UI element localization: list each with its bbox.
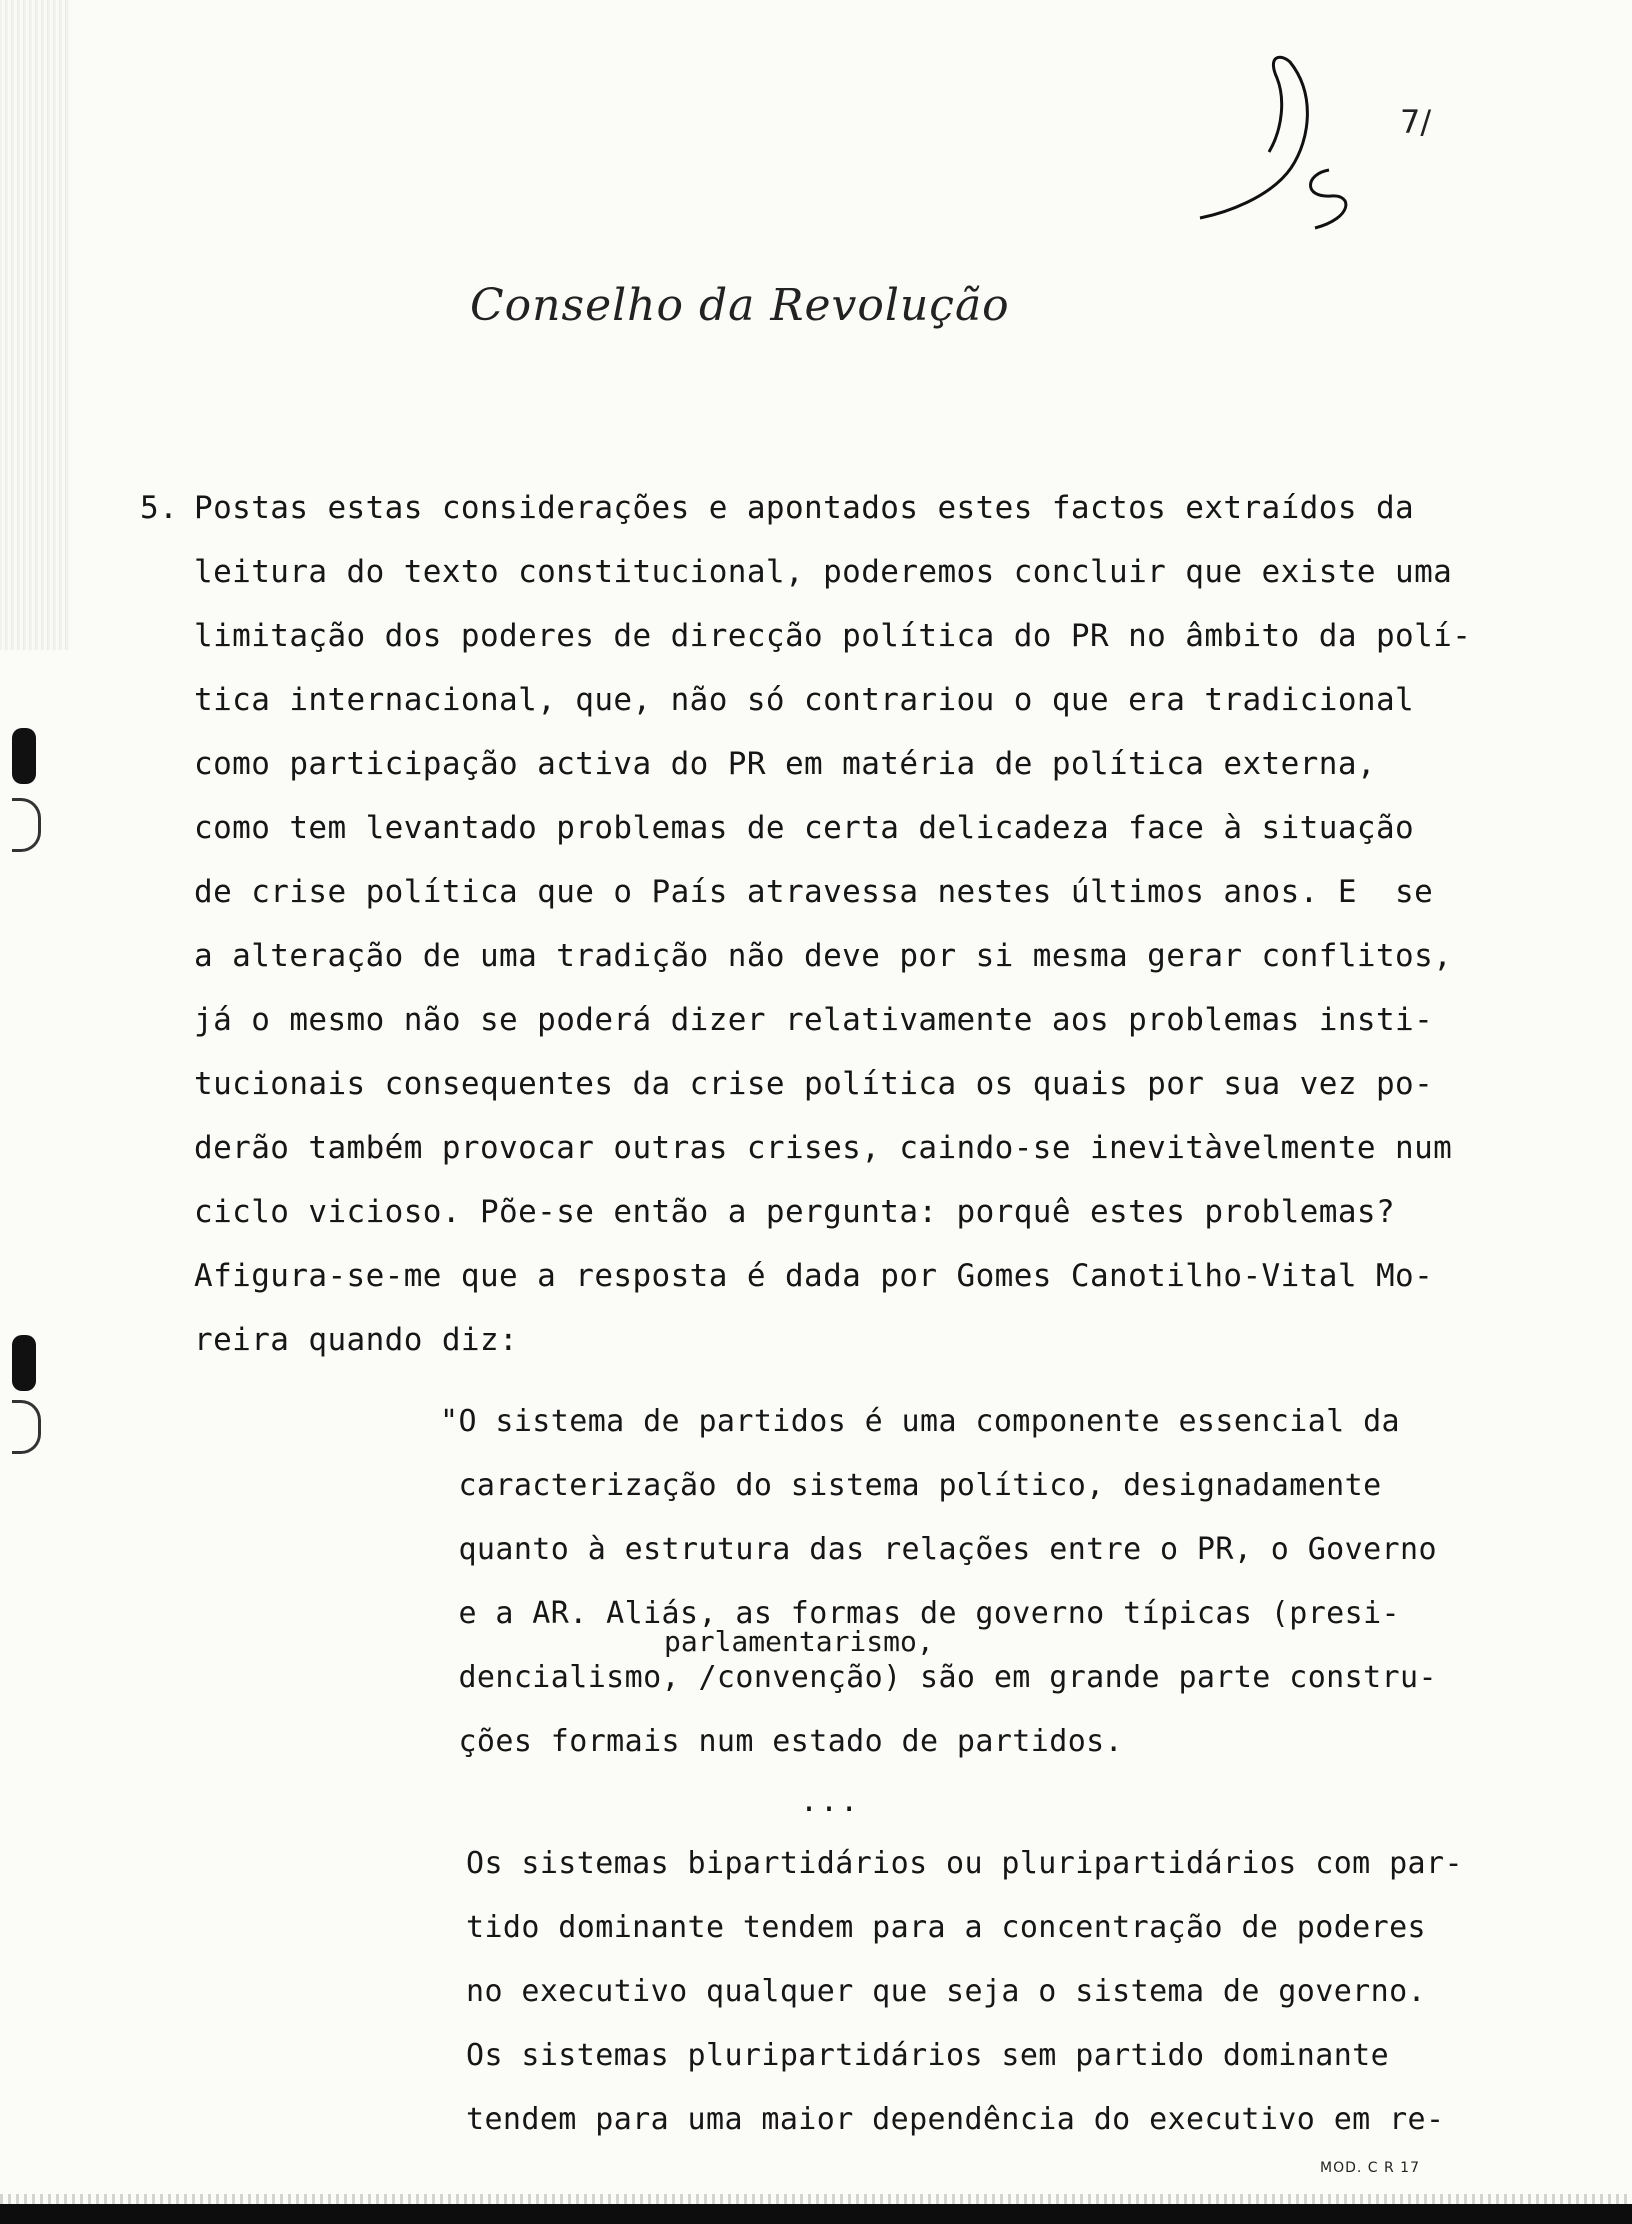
body-line: limitação dos poderes de direcção política do PR no âmbito da polí- bbox=[194, 618, 1472, 654]
handwritten-initials bbox=[1185, 48, 1375, 238]
quote-line: caracterização do sistema político, designadamente bbox=[440, 1468, 1382, 1503]
quote-line: quanto à estrutura das relações entre o PR, o Governo bbox=[440, 1532, 1437, 1567]
body-line: como participação activa do PR em matéria de política externa, bbox=[194, 746, 1376, 782]
body-line: a alteração de uma tradição não deve por si mesma gerar conflitos, bbox=[194, 938, 1453, 974]
paragraph-5 bbox=[140, 476, 1500, 1372]
binder-hole-1 bbox=[12, 728, 36, 784]
quote-continuation bbox=[466, 1832, 1506, 2152]
body-line: tucionais consequentes da crise política os quais por sua vez po- bbox=[194, 1066, 1434, 1102]
quote-line: "O sistema de partidos é uma componente essencial da bbox=[440, 1404, 1400, 1439]
body-line: já o mesmo não se poderá dizer relativamente aos problemas insti- bbox=[194, 1002, 1434, 1038]
scan-bottom-noise bbox=[0, 2194, 1632, 2204]
quote-line: Os sistemas pluripartidários sem partido dominante bbox=[466, 2038, 1390, 2073]
quote-line: no executivo qualquer que seja o sistema de governo. bbox=[466, 1974, 1426, 2009]
quote-line: tido dominante tendem para a concentração de poderes bbox=[466, 1910, 1426, 1945]
quote-line: Os sistemas bipartidários ou pluripartidários com par- bbox=[466, 1846, 1463, 1881]
body-line: tica internacional, que, não só contrariou o que era tradicional bbox=[194, 682, 1415, 718]
body-line: leitura do texto constitucional, poderemos concluir que existe uma bbox=[194, 554, 1453, 590]
body-line: reira quando diz: bbox=[194, 1322, 519, 1358]
binder-ring-1 bbox=[12, 798, 41, 852]
form-code: MOD. C R 17 bbox=[1320, 2160, 1420, 2176]
quote-line: tendem para uma maior dependência do executivo em re- bbox=[466, 2102, 1445, 2137]
binder-hole-2 bbox=[12, 1335, 36, 1391]
quote-line: ções formais num estado de partidos. bbox=[440, 1724, 1124, 1759]
quote-line: e a AR. Aliás, as formas de governo típicas (presi- bbox=[440, 1596, 1400, 1631]
paragraph-number: 5. bbox=[140, 490, 179, 526]
body-line: como tem levantado problemas de certa delicadeza face à situação bbox=[194, 810, 1415, 846]
page-number: 7/ bbox=[1400, 103, 1432, 141]
handwritten-insertion: parlamentarismo, bbox=[664, 1625, 934, 1658]
body-line: 5. Postas estas considerações e apontados estes factos extraídos da bbox=[140, 476, 1500, 540]
document-letterhead: Conselho da Revolução bbox=[470, 280, 1010, 331]
body-line: ciclo vicioso. Põe-se então a pergunta: porquê estes problemas? bbox=[194, 1194, 1396, 1230]
block-quote bbox=[440, 1390, 1500, 1774]
body-line: derão também provocar outras crises, caindo-se inevitàvelmente num bbox=[194, 1130, 1453, 1166]
body-line: Afigura-se-me que a resposta é dada por Gomes Canotilho-Vital Mo- bbox=[194, 1258, 1434, 1294]
quote-ellipsis: ... bbox=[800, 1784, 861, 1819]
scan-bottom-edge bbox=[0, 2204, 1632, 2224]
quote-line: dencialismo, /convenção) são em grande parte constru- bbox=[440, 1660, 1437, 1695]
scan-edge-shadow bbox=[0, 0, 70, 650]
binder-ring-2 bbox=[12, 1400, 41, 1454]
body-line: de crise política que o País atravessa nestes últimos anos. E se bbox=[194, 874, 1434, 910]
